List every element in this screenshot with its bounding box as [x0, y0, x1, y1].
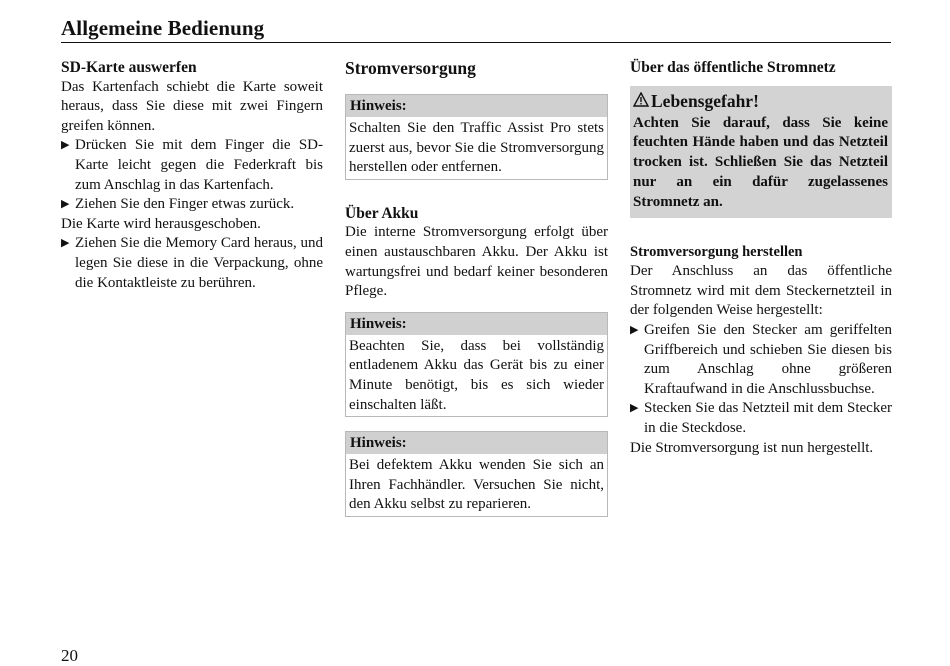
mains-heading: Über das öffentliche Stromnetz — [630, 59, 836, 76]
bullet-arrow-icon: ▶ — [61, 198, 70, 211]
column-power-supply — [345, 56, 608, 517]
list-item — [61, 195, 323, 215]
column-mains-power — [630, 56, 892, 458]
list-item-text: Ziehen Sie den Finger etwas zurück. — [75, 196, 295, 213]
sd-card-intro: Das Kartenfach schiebt die Karte soweit heraus, dass Sie diese mit zwei Fingern greifen können. — [61, 78, 323, 134]
list-item-text: Drücken Sie mit dem Finger die SD-Karte leicht gegen die Federkraft bis zum Anschlag in das Kartenfach. — [75, 137, 323, 193]
bullet-arrow-icon: ▶ — [630, 402, 639, 415]
note-box — [345, 94, 608, 180]
list-item-text: Stecken Sie das Netzteil mit dem Stecker in die Steckdose. — [644, 400, 892, 436]
list-item — [61, 136, 323, 195]
column-sd-card — [61, 56, 323, 293]
note-text: Bei defektem Akku wenden Sie sich an Ihren Fachhändler. Versuchen Sie nicht, den Akku selbst zu reparieren. — [349, 457, 604, 513]
connect-heading: Stromversorgung herstellen — [630, 243, 803, 260]
list-item — [630, 399, 892, 438]
danger-text: Achten Sie darauf, dass Sie keine feuchten Hände haben und das Netzteil trocken ist. Schließen Sie das Netzteil nur an ein dafür zugelassenes Stromnetz an. — [633, 114, 888, 210]
battery-heading: Über Akku — [345, 204, 419, 222]
sd-card-heading: SD-Karte auswerfen — [61, 59, 197, 76]
title-divider — [61, 42, 891, 43]
bullet-arrow-icon: ▶ — [61, 237, 70, 250]
list-item-text: Ziehen Sie die Memory Card heraus, und legen Sie diese in die Verpackung, ohne die Kontaktleiste zu berühren. — [75, 235, 323, 291]
list-item-text: Greifen Sie den Stecker am geriffelten Griffbereich und schieben Sie diesen bis zum Anschlag ohne größeren Kraftaufwand in die Anschlussbuchse. — [644, 321, 892, 397]
note-box — [345, 312, 608, 417]
note-box — [345, 431, 608, 517]
danger-title-text: Lebensgefahr! — [651, 90, 759, 111]
bullet-arrow-icon: ▶ — [630, 323, 639, 336]
list-item — [61, 234, 323, 293]
result-text: Die Stromversorgung ist nun hergestellt. — [630, 439, 874, 456]
power-supply-heading: Stromversorgung — [345, 58, 476, 78]
warning-icon — [633, 88, 649, 114]
page-number: 20 — [61, 646, 78, 665]
note-text: Beachten Sie, dass bei vollständig entladenem Akku das Gerät bis zu einer Minute benötigt, bis es sich wieder einschalten läßt. — [349, 337, 604, 413]
result-text: Die Karte wird herausgeschoben. — [61, 215, 261, 232]
page-title: Allgemeine Bedienung — [61, 16, 265, 40]
danger-box — [630, 86, 892, 218]
note-label: Hinweis: — [346, 432, 607, 454]
bullet-arrow-icon: ▶ — [61, 139, 70, 152]
connect-intro: Der Anschluss an das öffentliche Stromnetz wird mit dem Steckernetzteil in der folgenden Weise hergestellt: — [630, 263, 892, 319]
danger-title — [633, 88, 888, 114]
battery-text: Die interne Stromversorgung erfolgt über einen austauschbaren Akku. Der Akku ist wartungsfrei und bedarf keiner besonderen Pflege. — [345, 224, 608, 300]
note-label: Hinweis: — [346, 313, 607, 335]
list-item — [630, 321, 892, 399]
note-text: Schalten Sie den Traffic Assist Pro stets zuerst aus, bevor Sie die Stromversorgung herstellen oder entfernen. — [349, 120, 604, 176]
note-label: Hinweis: — [346, 95, 607, 117]
